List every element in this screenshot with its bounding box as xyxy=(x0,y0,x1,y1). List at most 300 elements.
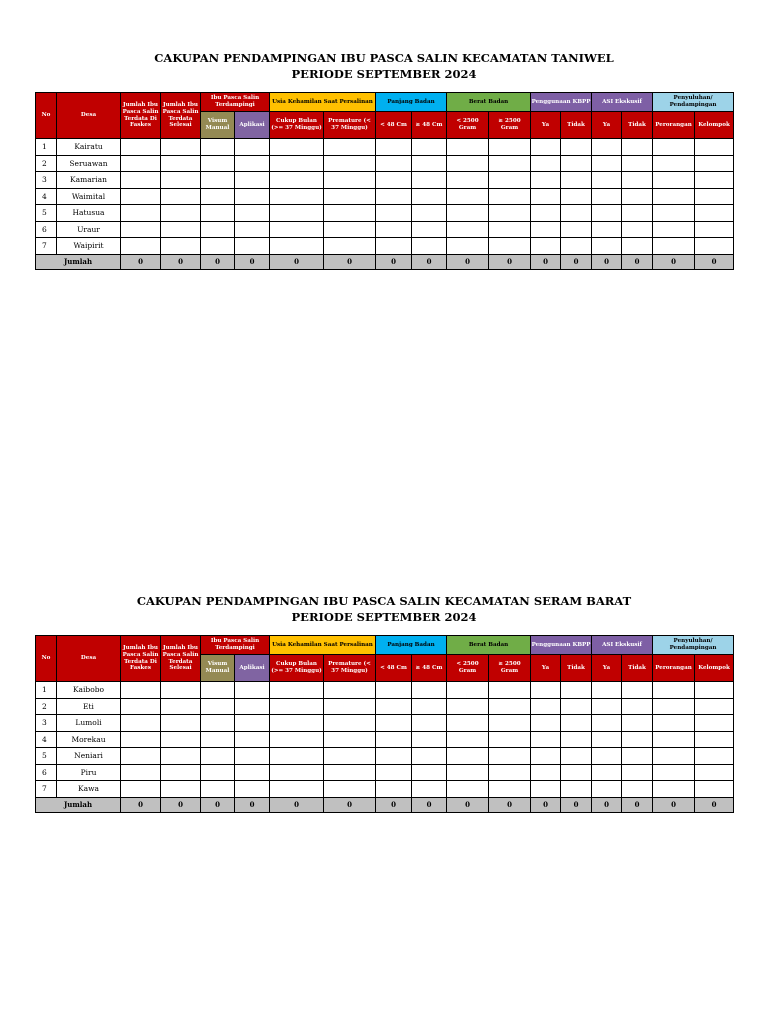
data-cell[interactable] xyxy=(561,781,592,798)
data-cell[interactable] xyxy=(161,764,201,781)
data-cell[interactable] xyxy=(324,764,376,781)
data-cell[interactable] xyxy=(412,715,447,732)
report-title xyxy=(0,50,768,82)
data-cell[interactable] xyxy=(489,221,531,238)
col-header-pb-lebih: ≥ 48 Cm xyxy=(412,112,447,139)
data-cell[interactable] xyxy=(561,731,592,748)
row-number: 7 xyxy=(36,781,57,798)
data-cell[interactable] xyxy=(270,155,324,172)
data-cell[interactable] xyxy=(489,188,531,205)
data-cell[interactable] xyxy=(489,682,531,699)
data-cell[interactable] xyxy=(653,205,695,222)
data-cell[interactable] xyxy=(235,205,270,222)
report-title-line1: CAKUPAN PENDAMPINGAN IBU PASCA SALIN KECAMATAN TANIWEL xyxy=(154,51,614,65)
data-cell[interactable] xyxy=(376,205,412,222)
data-cell[interactable] xyxy=(447,731,489,748)
data-cell[interactable] xyxy=(531,155,561,172)
desa-name: Eti xyxy=(57,698,121,715)
col-header-visum: Visum Manual xyxy=(201,655,235,682)
data-cell[interactable] xyxy=(653,698,695,715)
data-cell[interactable] xyxy=(561,682,592,699)
data-cell[interactable] xyxy=(161,172,201,189)
data-cell[interactable] xyxy=(561,748,592,765)
table-row xyxy=(36,698,734,715)
data-cell[interactable] xyxy=(121,781,161,798)
desa-name: Neniari xyxy=(57,748,121,765)
col-header-pb-lebih: ≥ 48 Cm xyxy=(412,655,447,682)
data-cell[interactable] xyxy=(235,764,270,781)
data-cell[interactable] xyxy=(561,698,592,715)
data-cell[interactable] xyxy=(592,764,622,781)
data-cell[interactable] xyxy=(447,715,489,732)
data-cell[interactable] xyxy=(161,748,201,765)
data-cell[interactable] xyxy=(489,139,531,156)
data-cell[interactable] xyxy=(622,715,653,732)
data-cell[interactable] xyxy=(695,205,734,222)
data-cell[interactable] xyxy=(121,731,161,748)
report-table-seram-barat xyxy=(35,635,734,813)
data-cell[interactable] xyxy=(201,682,235,699)
col-header-bb-kurang: < 2500 Gram xyxy=(447,655,489,682)
data-cell[interactable] xyxy=(653,731,695,748)
data-cell[interactable] xyxy=(270,172,324,189)
data-cell[interactable] xyxy=(622,172,653,189)
data-cell[interactable] xyxy=(489,715,531,732)
col-header-asi-ya: Ya xyxy=(592,655,622,682)
data-cell[interactable] xyxy=(161,139,201,156)
data-cell[interactable] xyxy=(201,764,235,781)
data-cell[interactable] xyxy=(235,238,270,255)
data-cell[interactable] xyxy=(161,188,201,205)
data-cell[interactable] xyxy=(324,698,376,715)
col-header-jumlah-selesai: Jumlah Ibu Pasca Salin Terdata Selesai xyxy=(161,93,201,139)
data-cell[interactable] xyxy=(235,731,270,748)
data-cell[interactable] xyxy=(622,155,653,172)
data-cell[interactable] xyxy=(622,781,653,798)
data-cell[interactable] xyxy=(592,238,622,255)
data-cell[interactable] xyxy=(447,698,489,715)
data-cell[interactable] xyxy=(489,781,531,798)
data-cell[interactable] xyxy=(201,188,235,205)
col-header-panjang-badan: Panjang Badan xyxy=(376,636,447,655)
data-cell[interactable] xyxy=(324,188,376,205)
data-cell[interactable] xyxy=(412,748,447,765)
data-cell[interactable] xyxy=(161,715,201,732)
total-cell: 0 xyxy=(161,254,201,269)
data-cell[interactable] xyxy=(561,715,592,732)
data-cell[interactable] xyxy=(201,698,235,715)
col-header-cukup-bulan: Cukup Bulan (>= 37 Minggu) xyxy=(270,655,324,682)
data-cell[interactable] xyxy=(324,682,376,699)
data-cell[interactable] xyxy=(235,715,270,732)
data-cell[interactable] xyxy=(201,731,235,748)
data-cell[interactable] xyxy=(592,748,622,765)
data-cell[interactable] xyxy=(412,238,447,255)
data-cell[interactable] xyxy=(561,172,592,189)
data-cell[interactable] xyxy=(622,698,653,715)
data-cell[interactable] xyxy=(161,698,201,715)
data-cell[interactable] xyxy=(622,188,653,205)
data-cell[interactable] xyxy=(447,764,489,781)
data-cell[interactable] xyxy=(376,764,412,781)
total-cell: 0 xyxy=(376,254,412,269)
data-cell[interactable] xyxy=(653,188,695,205)
data-cell[interactable] xyxy=(592,781,622,798)
data-cell[interactable] xyxy=(622,764,653,781)
total-cell: 0 xyxy=(270,254,324,269)
data-cell[interactable] xyxy=(121,188,161,205)
col-header-terdampingi: Ibu Pasca Salin Terdampingi xyxy=(201,636,270,655)
data-cell[interactable] xyxy=(447,188,489,205)
total-cell: 0 xyxy=(592,797,622,812)
data-cell[interactable] xyxy=(531,715,561,732)
col-header-kbpp-ya: Ya xyxy=(531,112,561,139)
data-cell[interactable] xyxy=(270,748,324,765)
data-cell[interactable] xyxy=(324,221,376,238)
data-cell[interactable] xyxy=(121,748,161,765)
data-cell[interactable] xyxy=(235,781,270,798)
total-cell: 0 xyxy=(695,797,734,812)
data-cell[interactable] xyxy=(376,715,412,732)
row-number: 6 xyxy=(36,764,57,781)
data-cell[interactable] xyxy=(531,731,561,748)
row-number: 4 xyxy=(36,188,57,205)
data-cell[interactable] xyxy=(161,205,201,222)
data-cell[interactable] xyxy=(412,139,447,156)
data-cell[interactable] xyxy=(412,731,447,748)
data-cell[interactable] xyxy=(447,781,489,798)
row-number: 2 xyxy=(36,698,57,715)
data-cell[interactable] xyxy=(695,698,734,715)
col-header-penyuluhan: Penyuluhan/ Pendampingan xyxy=(653,93,734,112)
data-cell[interactable] xyxy=(201,238,235,255)
total-row xyxy=(36,797,734,812)
data-cell[interactable] xyxy=(531,221,561,238)
data-cell[interactable] xyxy=(270,698,324,715)
col-header-pb-kurang: < 48 Cm xyxy=(376,112,412,139)
report-title-line2: PERIODE SEPTEMBER 2024 xyxy=(291,67,477,81)
data-cell[interactable] xyxy=(201,221,235,238)
data-cell[interactable] xyxy=(531,172,561,189)
col-header-no: No xyxy=(36,93,57,139)
data-cell[interactable] xyxy=(324,172,376,189)
data-cell[interactable] xyxy=(235,698,270,715)
data-cell[interactable] xyxy=(161,238,201,255)
data-cell[interactable] xyxy=(561,764,592,781)
data-cell[interactable] xyxy=(270,781,324,798)
data-cell[interactable] xyxy=(561,238,592,255)
data-cell[interactable] xyxy=(653,764,695,781)
data-cell[interactable] xyxy=(161,781,201,798)
data-cell[interactable] xyxy=(121,698,161,715)
data-cell[interactable] xyxy=(201,172,235,189)
data-cell[interactable] xyxy=(531,682,561,699)
col-header-kbpp: Penggunaan KBPP xyxy=(531,93,592,112)
data-cell[interactable] xyxy=(201,139,235,156)
data-cell[interactable] xyxy=(121,155,161,172)
data-cell[interactable] xyxy=(531,205,561,222)
row-number: 2 xyxy=(36,155,57,172)
data-cell[interactable] xyxy=(561,139,592,156)
data-cell[interactable] xyxy=(412,221,447,238)
data-cell[interactable] xyxy=(653,238,695,255)
data-cell[interactable] xyxy=(489,748,531,765)
total-cell: 0 xyxy=(653,254,695,269)
data-cell[interactable] xyxy=(235,155,270,172)
report-title-line1: CAKUPAN PENDAMPINGAN IBU PASCA SALIN KECAMATAN SERAM BARAT xyxy=(136,594,632,608)
data-cell[interactable] xyxy=(324,205,376,222)
data-cell[interactable] xyxy=(489,172,531,189)
data-cell[interactable] xyxy=(121,221,161,238)
row-number: 1 xyxy=(36,682,57,699)
desa-name: Kaibobo xyxy=(57,682,121,699)
row-number: 5 xyxy=(36,205,57,222)
desa-name: Hatusua xyxy=(57,205,121,222)
data-cell[interactable] xyxy=(447,205,489,222)
data-cell[interactable] xyxy=(412,764,447,781)
data-cell[interactable] xyxy=(121,715,161,732)
data-cell[interactable] xyxy=(695,781,734,798)
data-cell[interactable] xyxy=(592,139,622,156)
total-cell: 0 xyxy=(161,797,201,812)
data-cell[interactable] xyxy=(531,238,561,255)
data-cell[interactable] xyxy=(270,205,324,222)
data-cell[interactable] xyxy=(531,781,561,798)
data-cell[interactable] xyxy=(592,221,622,238)
data-cell[interactable] xyxy=(531,748,561,765)
data-cell[interactable] xyxy=(270,682,324,699)
data-cell[interactable] xyxy=(489,155,531,172)
data-cell[interactable] xyxy=(235,188,270,205)
col-header-kbpp-tidak: Tidak xyxy=(561,655,592,682)
data-cell[interactable] xyxy=(412,155,447,172)
data-cell[interactable] xyxy=(235,221,270,238)
data-cell[interactable] xyxy=(201,205,235,222)
col-header-aplikasi: Aplikasi xyxy=(235,655,270,682)
data-cell[interactable] xyxy=(489,205,531,222)
data-cell[interactable] xyxy=(592,698,622,715)
data-cell[interactable] xyxy=(324,238,376,255)
data-cell[interactable] xyxy=(270,731,324,748)
col-header-perorangan: Perorangan xyxy=(653,112,695,139)
data-cell[interactable] xyxy=(447,139,489,156)
data-cell[interactable] xyxy=(376,698,412,715)
desa-name: Piru xyxy=(57,764,121,781)
data-cell[interactable] xyxy=(489,698,531,715)
data-cell[interactable] xyxy=(324,748,376,765)
total-cell: 0 xyxy=(447,254,489,269)
row-number: 1 xyxy=(36,139,57,156)
data-cell[interactable] xyxy=(447,172,489,189)
data-cell[interactable] xyxy=(121,682,161,699)
table-row xyxy=(36,221,734,238)
data-cell[interactable] xyxy=(235,139,270,156)
total-cell: 0 xyxy=(201,254,235,269)
data-cell[interactable] xyxy=(201,748,235,765)
data-cell[interactable] xyxy=(622,221,653,238)
row-number: 3 xyxy=(36,172,57,189)
data-cell[interactable] xyxy=(376,139,412,156)
data-cell[interactable] xyxy=(695,238,734,255)
table-row xyxy=(36,764,734,781)
data-cell[interactable] xyxy=(489,764,531,781)
col-header-asi: ASI Ekskusif xyxy=(592,93,653,112)
data-cell[interactable] xyxy=(376,188,412,205)
data-cell[interactable] xyxy=(161,731,201,748)
data-cell[interactable] xyxy=(653,748,695,765)
desa-name: Kairatu xyxy=(57,139,121,156)
data-cell[interactable] xyxy=(561,221,592,238)
total-label: Jumlah xyxy=(36,797,121,812)
data-cell[interactable] xyxy=(270,221,324,238)
data-cell[interactable] xyxy=(531,139,561,156)
total-cell: 0 xyxy=(531,797,561,812)
data-cell[interactable] xyxy=(235,172,270,189)
total-cell: 0 xyxy=(235,254,270,269)
data-cell[interactable] xyxy=(653,221,695,238)
data-cell[interactable] xyxy=(695,715,734,732)
data-cell[interactable] xyxy=(270,238,324,255)
col-header-desa: Desa xyxy=(57,636,121,682)
data-cell[interactable] xyxy=(695,172,734,189)
data-cell[interactable] xyxy=(376,731,412,748)
data-cell[interactable] xyxy=(622,139,653,156)
data-cell[interactable] xyxy=(161,155,201,172)
report-title xyxy=(0,593,768,625)
data-cell[interactable] xyxy=(592,188,622,205)
table-row xyxy=(36,781,734,798)
data-cell[interactable] xyxy=(447,221,489,238)
data-cell[interactable] xyxy=(376,221,412,238)
data-cell[interactable] xyxy=(695,682,734,699)
data-cell[interactable] xyxy=(412,682,447,699)
data-cell[interactable] xyxy=(447,155,489,172)
data-cell[interactable] xyxy=(121,172,161,189)
data-cell[interactable] xyxy=(695,221,734,238)
data-cell[interactable] xyxy=(622,731,653,748)
total-cell: 0 xyxy=(376,797,412,812)
report-section-seram-barat xyxy=(0,593,768,625)
data-cell[interactable] xyxy=(121,238,161,255)
desa-name: Seruawan xyxy=(57,155,121,172)
data-cell[interactable] xyxy=(592,155,622,172)
data-cell[interactable] xyxy=(376,781,412,798)
data-cell[interactable] xyxy=(121,139,161,156)
data-cell[interactable] xyxy=(653,781,695,798)
row-number: 3 xyxy=(36,715,57,732)
data-cell[interactable] xyxy=(592,172,622,189)
table-body xyxy=(36,682,734,798)
data-cell[interactable] xyxy=(376,172,412,189)
data-cell[interactable] xyxy=(531,188,561,205)
report-title-line2: PERIODE SEPTEMBER 2024 xyxy=(291,610,477,624)
total-cell: 0 xyxy=(653,797,695,812)
data-cell[interactable] xyxy=(201,781,235,798)
data-cell[interactable] xyxy=(653,715,695,732)
data-cell[interactable] xyxy=(561,155,592,172)
data-cell[interactable] xyxy=(592,205,622,222)
data-cell[interactable] xyxy=(622,238,653,255)
data-cell[interactable] xyxy=(622,748,653,765)
data-cell[interactable] xyxy=(561,188,592,205)
data-cell[interactable] xyxy=(653,155,695,172)
table-body xyxy=(36,139,734,255)
desa-name: Kamarian xyxy=(57,172,121,189)
total-cell: 0 xyxy=(270,797,324,812)
data-cell[interactable] xyxy=(270,139,324,156)
data-cell[interactable] xyxy=(376,155,412,172)
data-cell[interactable] xyxy=(531,764,561,781)
data-cell[interactable] xyxy=(412,205,447,222)
data-cell[interactable] xyxy=(235,748,270,765)
data-cell[interactable] xyxy=(412,172,447,189)
data-cell[interactable] xyxy=(161,682,201,699)
table-row xyxy=(36,139,734,156)
data-cell[interactable] xyxy=(561,205,592,222)
data-cell[interactable] xyxy=(376,238,412,255)
data-cell[interactable] xyxy=(622,205,653,222)
data-cell[interactable] xyxy=(201,715,235,732)
data-cell[interactable] xyxy=(695,155,734,172)
data-cell[interactable] xyxy=(376,682,412,699)
data-cell[interactable] xyxy=(121,205,161,222)
col-header-perorangan: Perorangan xyxy=(653,655,695,682)
data-cell[interactable] xyxy=(324,139,376,156)
table-row xyxy=(36,731,734,748)
data-cell[interactable] xyxy=(324,781,376,798)
data-cell[interactable] xyxy=(592,731,622,748)
col-header-kelompok: Kelompok xyxy=(695,112,734,139)
data-cell[interactable] xyxy=(653,172,695,189)
data-cell[interactable] xyxy=(622,682,653,699)
data-cell[interactable] xyxy=(121,764,161,781)
data-cell[interactable] xyxy=(592,715,622,732)
data-cell[interactable] xyxy=(653,139,695,156)
data-cell[interactable] xyxy=(695,764,734,781)
col-header-premature: Premature (< 37 Minggu) xyxy=(324,655,376,682)
data-cell[interactable] xyxy=(412,698,447,715)
data-cell[interactable] xyxy=(324,731,376,748)
total-cell: 0 xyxy=(489,254,531,269)
data-cell[interactable] xyxy=(489,731,531,748)
data-cell[interactable] xyxy=(270,764,324,781)
data-cell[interactable] xyxy=(412,781,447,798)
col-header-cukup-bulan: Cukup Bulan (>= 37 Minggu) xyxy=(270,112,324,139)
data-cell[interactable] xyxy=(447,748,489,765)
data-cell[interactable] xyxy=(531,698,561,715)
data-cell[interactable] xyxy=(270,188,324,205)
data-cell[interactable] xyxy=(695,188,734,205)
data-cell[interactable] xyxy=(695,748,734,765)
data-cell[interactable] xyxy=(324,155,376,172)
data-cell[interactable] xyxy=(235,682,270,699)
desa-name: Waipirit xyxy=(57,238,121,255)
data-cell[interactable] xyxy=(447,238,489,255)
data-cell[interactable] xyxy=(592,682,622,699)
data-cell[interactable] xyxy=(201,155,235,172)
data-cell[interactable] xyxy=(270,715,324,732)
data-cell[interactable] xyxy=(447,682,489,699)
table-row xyxy=(36,238,734,255)
data-cell[interactable] xyxy=(324,715,376,732)
data-cell[interactable] xyxy=(412,188,447,205)
data-cell[interactable] xyxy=(695,139,734,156)
data-cell[interactable] xyxy=(161,221,201,238)
data-cell[interactable] xyxy=(695,731,734,748)
data-cell[interactable] xyxy=(376,748,412,765)
data-cell[interactable] xyxy=(653,682,695,699)
data-cell[interactable] xyxy=(489,238,531,255)
